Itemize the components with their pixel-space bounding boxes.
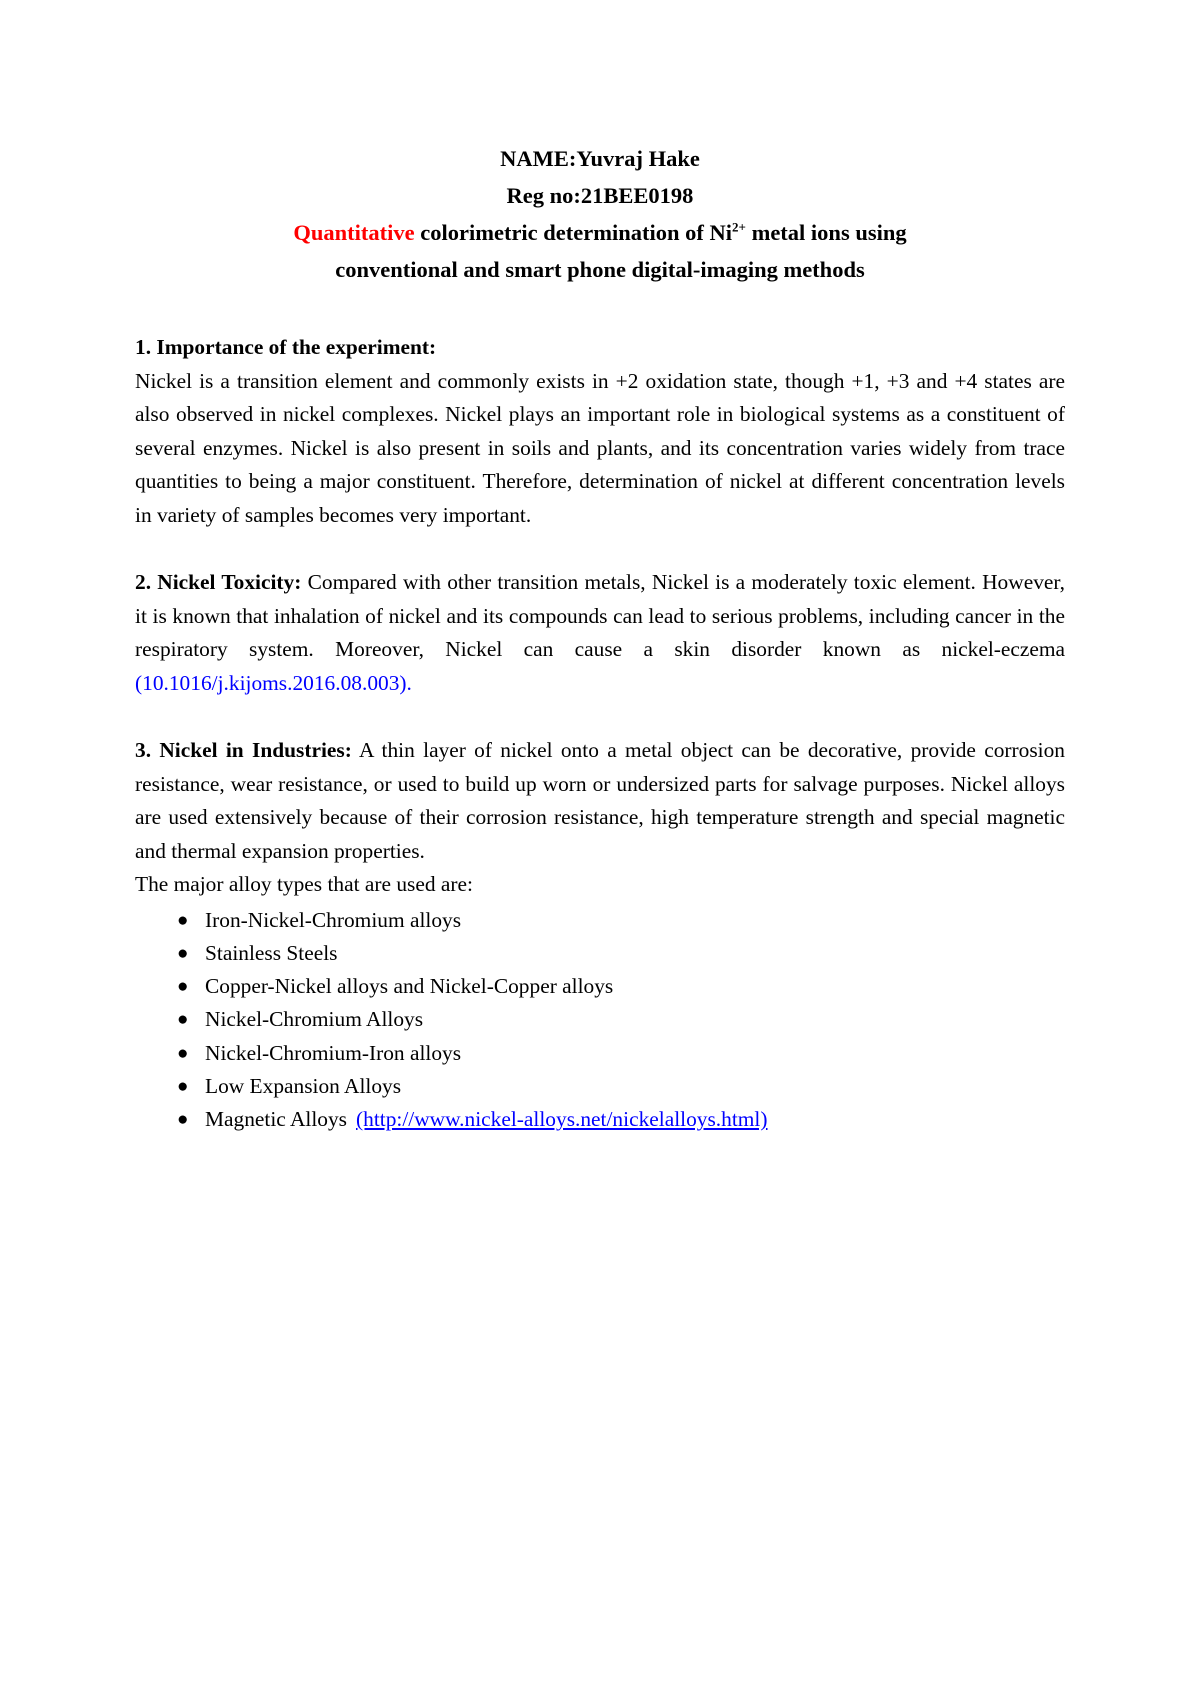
- list-item-label: Magnetic Alloys: [205, 1107, 347, 1132]
- section-1-heading: 1. Importance of the experiment:: [135, 335, 437, 359]
- nickel-alloys-url-link[interactable]: (http://www.nickel-alloys.net/nickelalloys.html): [356, 1107, 768, 1132]
- section-2-heading: 2. Nickel Toxicity:: [135, 570, 302, 594]
- list-item-label: Nickel-Chromium Alloys: [205, 1007, 424, 1032]
- alloy-list: [135, 904, 1065, 1137]
- section-industries: [135, 734, 1065, 1137]
- doi-citation-link[interactable]: (10.1016/j.kijoms.2016.08.003).: [135, 670, 412, 695]
- list-item-label: Nickel-Chromium-Iron alloys: [205, 1040, 462, 1065]
- bullet-icon: ●: [177, 942, 189, 964]
- nickel-ion-superscript: 2+: [732, 219, 746, 235]
- document-header: [135, 140, 1065, 288]
- list-item-label: Copper-Nickel alloys and Nickel-Copper alloys: [205, 974, 614, 999]
- section-3-body: A thin layer of nickel onto a metal object can be decorative, provide corrosion resistance, wear resistance, or used to build up worn or undersized parts for salvage purposes. Nickel alloys are used extensively because of their corrosion resistance, high temperature strength and special magnetic and thermal expansion properties.: [135, 738, 1066, 863]
- bullet-icon: ●: [177, 1075, 189, 1097]
- section-2-paragraph: [135, 566, 1065, 700]
- registration-number: Reg no:21BEE0198: [506, 183, 694, 208]
- list-item-label: Iron-Nickel-Chromium alloys: [205, 907, 462, 932]
- bullet-icon: ●: [177, 1109, 189, 1131]
- title-mid-text: colorimetric determination of Ni: [414, 220, 733, 245]
- list-item: [135, 1103, 1065, 1136]
- list-item: [135, 904, 1065, 937]
- list-item: [135, 1070, 1065, 1103]
- section-importance: [135, 331, 1065, 532]
- bullet-icon: ●: [177, 976, 189, 998]
- bullet-icon: ●: [177, 1042, 189, 1064]
- section-toxicity: [135, 566, 1065, 700]
- student-name: NAME:Yuvraj Hake: [500, 146, 700, 171]
- document-title-line-1: [135, 214, 1065, 251]
- document-title-line-2: conventional and smart phone digital-imaging methods: [335, 257, 865, 282]
- list-item: [135, 1003, 1065, 1036]
- list-item-label: Low Expansion Alloys: [205, 1073, 402, 1098]
- list-item-label: Stainless Steels: [205, 940, 338, 965]
- list-item: [135, 1037, 1065, 1070]
- section-3-paragraph: [135, 734, 1065, 868]
- section-2-body: Compared with other transition metals, Nickel is a moderately toxic element. However, it is known that inhalation of nickel and its compounds can lead to serious problems, including cancer in the respiratory system. Moreover, Nickel can cause a skin disorder known as nickel-eczema: [135, 570, 1065, 661]
- section-3-heading: 3. Nickel in Industries:: [135, 738, 352, 762]
- section-1-body: Nickel is a transition element and commonly exists in +2 oxidation state, though +1, +3 and +4 states are also observed in nickel complexes. Nickel plays an important role in biological systems as a constituent of several enzymes. Nickel is also present in soils and plants, and its concentration varies widely from trace quantities to being a major constituent. Therefore, determination of nickel at different concentration levels in variety of samples becomes very important.: [135, 368, 1065, 527]
- list-item: [135, 970, 1065, 1003]
- bullet-icon: ●: [177, 1009, 189, 1031]
- alloy-list-intro: The major alloy types that are used are:: [135, 872, 473, 896]
- bullet-icon: ●: [177, 909, 189, 931]
- title-tail-text: metal ions using: [745, 220, 907, 245]
- list-item: [135, 937, 1065, 970]
- title-highlight-word: Quantitative: [293, 220, 415, 245]
